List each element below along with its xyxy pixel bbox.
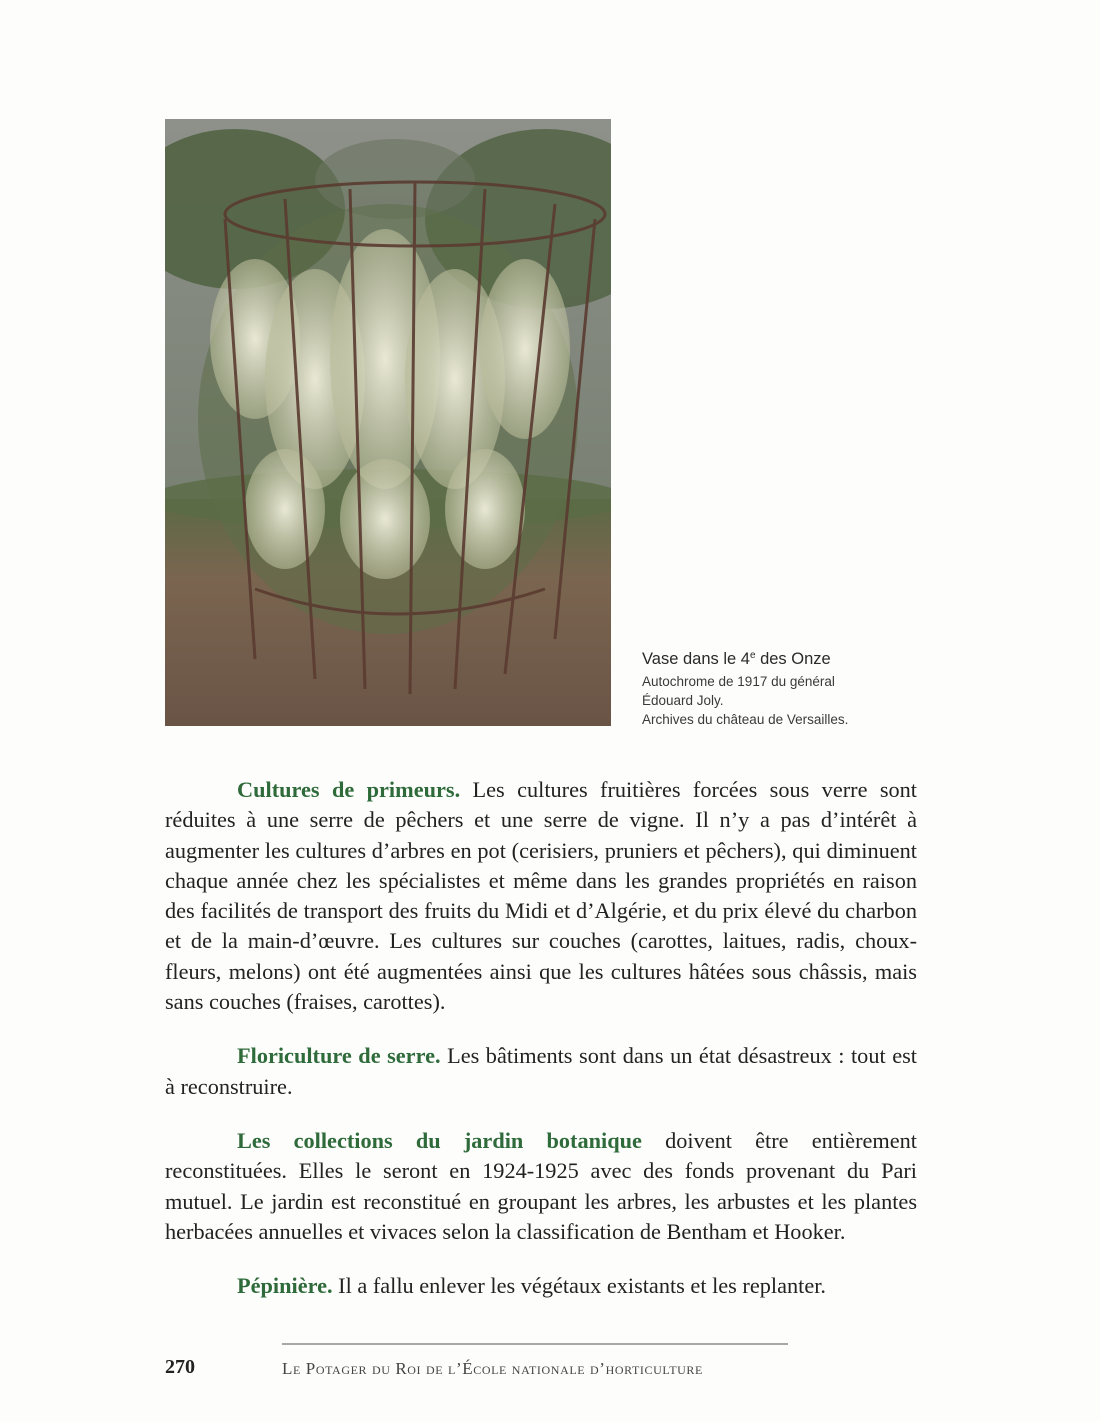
paragraph-collections — [165, 1126, 917, 1247]
caption-title-rest: des Onze — [755, 650, 831, 668]
caption-line: Édouard Joly. — [642, 693, 724, 708]
page-number: 270 — [165, 1356, 195, 1378]
paragraph-heading: Floriculture de serre. — [237, 1043, 441, 1069]
paragraph-pepiniere — [165, 1271, 917, 1301]
footer-divider — [282, 1343, 788, 1345]
autochrome-photo — [165, 119, 611, 726]
running-title: Le Potager du Roi de l’École nationale d’horticulture — [282, 1359, 703, 1378]
paragraph-text: Les cultures fruitières forcées sous verre sont réduites à une serre de pêchers et une serre de vigne. Il n’y a pas d’intérêt à augmenter les cultures d’arbres en pot (cerisiers, pruniers et pêchers), qui diminuent chaque année chez les spécialistes et même dans les grandes propriétés en raison des facilités de transport des fruits du Midi et d’Algérie, et du prix élevé du charbon et de la main-d’œuvre. Les cultures sur couches (carottes, laitues, radis, choux-fleurs, melons) ont été augmentées ainsi que les cultures hâtées sous châssis, mais sans couches (fraises, carottes). — [165, 777, 918, 1015]
caption-title — [642, 643, 932, 672]
figure-caption — [642, 643, 932, 729]
paragraph-text: doivent être entièrement reconstituées. Elles le seront en 1924-1925 avec des fonds provenant du Pari mutuel. Le jardin est reconstitué en groupant les arbres, les arbustes et les plantes herbacées annuelles et vivaces selon la classification de Bentham et Hooker. — [165, 1127, 917, 1244]
paragraph-text: Les bâtiments sont dans un état désastreux : tout est à reconstruire. — [165, 1043, 917, 1099]
caption-title-main: Vase dans le 4 — [642, 650, 750, 668]
caption-line: Archives du château de Versailles. — [642, 712, 849, 727]
body-text — [165, 775, 917, 1301]
paragraph-cultures-primeurs — [165, 775, 917, 1017]
caption-title-superscript: e — [749, 650, 756, 661]
paragraph-heading: Cultures de primeurs. — [237, 777, 461, 802]
paragraph-text: Il a fallu enlever les végétaux existants et les replanter. — [332, 1273, 827, 1299]
caption-line: Autochrome de 1917 du général — [642, 674, 835, 689]
paragraph-heading: Les collections du jardin botanique — [237, 1127, 642, 1153]
trellis-vase-illustration — [165, 119, 611, 726]
paragraph-floriculture — [165, 1041, 917, 1102]
paragraph-heading: Pépinière. — [237, 1273, 333, 1299]
